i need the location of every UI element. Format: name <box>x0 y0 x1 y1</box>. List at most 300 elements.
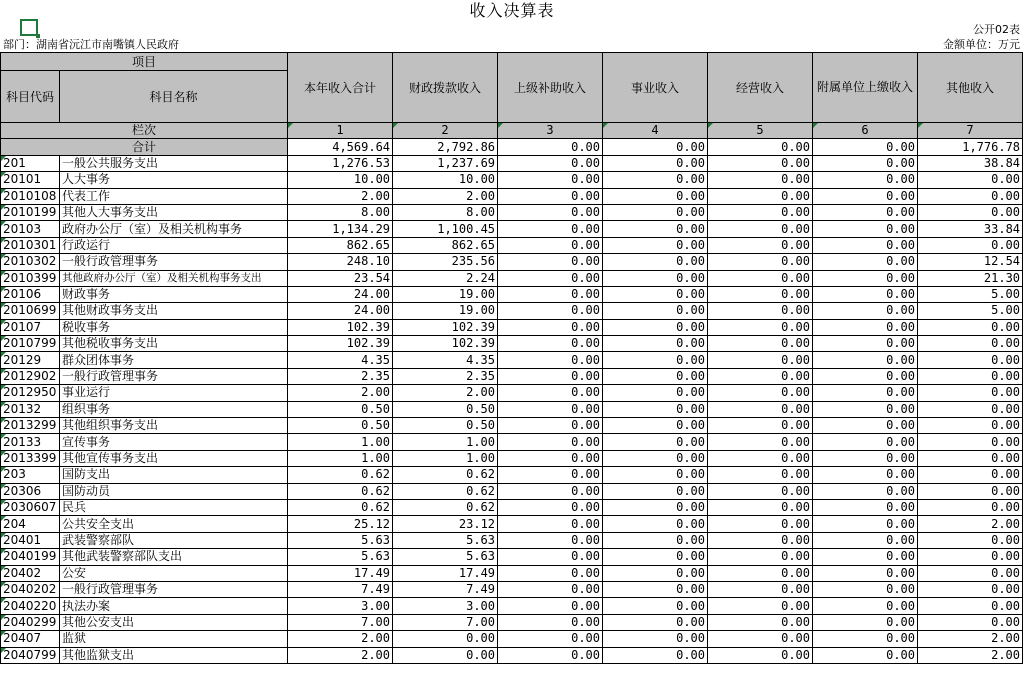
account-code-cell[interactable]: 203 <box>1 467 60 483</box>
amount-cell[interactable]: 7.00 <box>288 614 393 630</box>
account-name-cell[interactable]: 其他宣传事务支出 <box>60 450 288 466</box>
account-code-cell[interactable]: 2040299 <box>1 614 60 630</box>
amount-cell[interactable]: 0.00 <box>603 286 708 302</box>
amount-cell[interactable]: 0.00 <box>708 368 813 384</box>
amount-cell[interactable]: 0.62 <box>393 467 498 483</box>
active-cell-cursor[interactable] <box>20 19 38 36</box>
account-code-cell[interactable]: 20306 <box>1 483 60 499</box>
amount-cell[interactable]: 0.00 <box>603 647 708 663</box>
table-row <box>1 631 1023 647</box>
amount-cell[interactable]: 0.00 <box>918 368 1023 384</box>
amount-cell[interactable]: 0.00 <box>498 319 603 335</box>
account-name-cell[interactable]: 一般行政管理事务 <box>60 581 288 597</box>
amount-cell[interactable]: 0.00 <box>603 172 708 188</box>
account-code-cell[interactable]: 20407 <box>1 631 60 647</box>
amount-cell[interactable]: 0.00 <box>498 303 603 319</box>
amount-cell[interactable]: 0.00 <box>603 418 708 434</box>
amount-cell[interactable]: 0.00 <box>708 286 813 302</box>
amount-cell[interactable]: 0.00 <box>498 221 603 237</box>
amount-cell[interactable]: 0.00 <box>708 532 813 548</box>
amount-cell[interactable]: 0.00 <box>498 499 603 515</box>
account-name-cell[interactable]: 其他财政事务支出 <box>60 303 288 319</box>
account-code-cell[interactable]: 2012950 <box>1 385 60 401</box>
amount-cell[interactable]: 0.00 <box>498 598 603 614</box>
amount-cell[interactable]: 10.00 <box>288 172 393 188</box>
amount-cell[interactable]: 5.63 <box>393 532 498 548</box>
amount-cell[interactable]: 0.00 <box>813 598 918 614</box>
amount-cell[interactable]: 0.00 <box>813 385 918 401</box>
amount-cell[interactable]: 0.00 <box>498 647 603 663</box>
amount-cell[interactable]: 0.00 <box>918 565 1023 581</box>
amount-cell[interactable]: 1,237.69 <box>393 155 498 171</box>
amount-cell[interactable]: 0.00 <box>603 270 708 286</box>
amount-cell[interactable]: 0.50 <box>393 418 498 434</box>
amount-cell[interactable]: 0.00 <box>708 450 813 466</box>
amount-cell[interactable]: 0.00 <box>498 467 603 483</box>
amount-cell[interactable]: 0.00 <box>708 204 813 220</box>
header-col-2: 财政拨款收入 <box>393 53 498 123</box>
amount-cell[interactable]: 0.00 <box>498 450 603 466</box>
column-number: 2 <box>393 123 498 139</box>
table-row <box>1 581 1023 597</box>
amount-cell[interactable]: 0.00 <box>918 434 1023 450</box>
amount-cell[interactable]: 2.35 <box>288 368 393 384</box>
account-name-cell[interactable]: 税收事务 <box>60 319 288 335</box>
account-code-cell[interactable]: 2010199 <box>1 204 60 220</box>
amount-cell[interactable]: 7.49 <box>288 581 393 597</box>
account-code-cell[interactable]: 2012902 <box>1 368 60 384</box>
amount-cell[interactable]: 0.00 <box>498 155 603 171</box>
amount-cell[interactable]: 0.00 <box>498 368 603 384</box>
amount-cell[interactable]: 19.00 <box>393 286 498 302</box>
amount-cell[interactable]: 0.62 <box>393 483 498 499</box>
amount-cell[interactable]: 102.39 <box>393 319 498 335</box>
amount-cell[interactable]: 0.00 <box>813 319 918 335</box>
amount-cell[interactable]: 0.00 <box>603 549 708 565</box>
amount-cell[interactable]: 0.00 <box>813 418 918 434</box>
amount-cell[interactable]: 0.00 <box>918 319 1023 335</box>
account-code-cell[interactable]: 2040199 <box>1 549 60 565</box>
account-name-cell[interactable]: 事业运行 <box>60 385 288 401</box>
amount-cell[interactable]: 0.00 <box>603 368 708 384</box>
amount-cell[interactable]: 0.00 <box>498 418 603 434</box>
account-code-cell[interactable]: 2010108 <box>1 188 60 204</box>
amount-cell[interactable]: 0.00 <box>498 286 603 302</box>
account-name-cell[interactable]: 国防支出 <box>60 467 288 483</box>
amount-cell[interactable]: 5.63 <box>288 549 393 565</box>
amount-cell[interactable]: 3.00 <box>288 598 393 614</box>
header-col-3: 上级补助收入 <box>498 53 603 123</box>
account-name-cell[interactable]: 监狱 <box>60 631 288 647</box>
amount-cell[interactable]: 0.00 <box>603 565 708 581</box>
amount-cell[interactable]: 24.00 <box>288 286 393 302</box>
amount-cell[interactable]: 0.00 <box>708 598 813 614</box>
amount-cell[interactable]: 2.00 <box>918 647 1023 663</box>
account-name-cell[interactable]: 政府办公厅（室）及相关机构事务 <box>60 221 288 237</box>
amount-cell[interactable]: 1.00 <box>288 434 393 450</box>
amount-cell[interactable]: 0.00 <box>498 204 603 220</box>
account-code-cell[interactable]: 20101 <box>1 172 60 188</box>
account-code-cell[interactable]: 2013299 <box>1 418 60 434</box>
amount-cell[interactable]: 0.00 <box>813 499 918 515</box>
amount-cell[interactable]: 0.00 <box>813 516 918 532</box>
amount-cell[interactable]: 0.00 <box>918 401 1023 417</box>
amount-cell[interactable]: 0.00 <box>393 631 498 647</box>
amount-cell[interactable]: 0.00 <box>708 172 813 188</box>
amount-cell[interactable]: 7.49 <box>393 581 498 597</box>
amount-cell[interactable]: 5.63 <box>393 549 498 565</box>
amount-cell[interactable]: 0.00 <box>603 385 708 401</box>
total-value[interactable]: 4,569.64 <box>288 139 393 155</box>
account-name-cell[interactable]: 公共安全支出 <box>60 516 288 532</box>
account-code-cell[interactable]: 20107 <box>1 319 60 335</box>
amount-cell[interactable]: 0.62 <box>288 483 393 499</box>
account-code-cell[interactable]: 2010799 <box>1 336 60 352</box>
amount-cell[interactable]: 0.00 <box>708 467 813 483</box>
amount-cell[interactable]: 862.65 <box>288 237 393 253</box>
amount-cell[interactable]: 0.00 <box>813 450 918 466</box>
amount-cell[interactable]: 1.00 <box>393 450 498 466</box>
amount-cell[interactable]: 0.00 <box>603 254 708 270</box>
amount-cell[interactable]: 0.00 <box>813 483 918 499</box>
amount-cell[interactable]: 0.00 <box>813 204 918 220</box>
amount-cell[interactable]: 21.30 <box>918 270 1023 286</box>
account-code-cell[interactable]: 2040799 <box>1 647 60 663</box>
account-name-cell[interactable]: 其他公安支出 <box>60 614 288 630</box>
amount-cell[interactable]: 0.00 <box>918 614 1023 630</box>
amount-cell[interactable]: 102.39 <box>288 336 393 352</box>
amount-cell[interactable]: 0.00 <box>813 467 918 483</box>
amount-cell[interactable]: 235.56 <box>393 254 498 270</box>
amount-cell[interactable]: 0.00 <box>603 155 708 171</box>
amount-cell[interactable]: 1.00 <box>288 450 393 466</box>
amount-cell[interactable]: 0.00 <box>603 532 708 548</box>
revenue-table <box>0 52 1023 664</box>
amount-cell[interactable]: 0.00 <box>813 237 918 253</box>
amount-cell[interactable]: 0.00 <box>498 483 603 499</box>
amount-cell[interactable]: 0.00 <box>603 516 708 532</box>
column-number: 1 <box>288 123 393 139</box>
amount-cell[interactable]: 0.00 <box>813 614 918 630</box>
amount-cell[interactable]: 0.00 <box>708 549 813 565</box>
amount-cell[interactable]: 0.00 <box>708 188 813 204</box>
amount-cell[interactable]: 102.39 <box>288 319 393 335</box>
amount-cell[interactable]: 0.00 <box>603 434 708 450</box>
amount-cell[interactable]: 19.00 <box>393 303 498 319</box>
amount-cell[interactable]: 0.00 <box>498 270 603 286</box>
account-name-cell[interactable]: 一般公共服务支出 <box>60 155 288 171</box>
amount-cell[interactable]: 0.00 <box>708 336 813 352</box>
amount-cell[interactable]: 2.00 <box>918 631 1023 647</box>
amount-cell[interactable]: 0.00 <box>813 155 918 171</box>
amount-cell[interactable]: 2.00 <box>288 188 393 204</box>
column-number: 7 <box>918 123 1023 139</box>
table-row <box>1 204 1023 220</box>
amount-cell[interactable]: 0.00 <box>813 549 918 565</box>
account-code-cell[interactable]: 2040202 <box>1 581 60 597</box>
amount-cell[interactable]: 0.00 <box>603 221 708 237</box>
amount-cell[interactable]: 0.62 <box>288 499 393 515</box>
amount-cell[interactable]: 8.00 <box>288 204 393 220</box>
account-name-cell[interactable]: 代表工作 <box>60 188 288 204</box>
account-code-cell[interactable]: 2010301 <box>1 237 60 253</box>
amount-cell[interactable]: 0.00 <box>498 581 603 597</box>
total-value[interactable]: 1,776.78 <box>918 139 1023 155</box>
amount-cell[interactable]: 0.00 <box>918 418 1023 434</box>
amount-cell[interactable]: 0.00 <box>603 581 708 597</box>
amount-cell[interactable]: 23.12 <box>393 516 498 532</box>
amount-cell[interactable]: 0.00 <box>918 336 1023 352</box>
amount-cell[interactable]: 0.00 <box>708 401 813 417</box>
amount-cell[interactable]: 0.00 <box>708 581 813 597</box>
amount-cell[interactable]: 0.62 <box>288 467 393 483</box>
amount-cell[interactable]: 0.00 <box>813 401 918 417</box>
amount-cell[interactable]: 0.00 <box>603 483 708 499</box>
amount-cell[interactable]: 4.35 <box>393 352 498 368</box>
amount-cell[interactable]: 0.00 <box>813 303 918 319</box>
amount-cell[interactable]: 0.00 <box>708 516 813 532</box>
amount-cell[interactable]: 0.00 <box>813 221 918 237</box>
account-name-cell[interactable]: 组织事务 <box>60 401 288 417</box>
amount-cell[interactable]: 5.00 <box>918 303 1023 319</box>
amount-cell[interactable]: 0.00 <box>708 254 813 270</box>
account-code-cell[interactable]: 20129 <box>1 352 60 368</box>
total-value[interactable]: 2,792.86 <box>393 139 498 155</box>
amount-cell[interactable]: 0.00 <box>918 352 1023 368</box>
amount-cell[interactable]: 0.00 <box>918 237 1023 253</box>
amount-cell[interactable]: 0.00 <box>603 352 708 368</box>
total-value[interactable]: 0.00 <box>603 139 708 155</box>
amount-cell[interactable]: 4.35 <box>288 352 393 368</box>
account-name-cell[interactable]: 国防动员 <box>60 483 288 499</box>
amount-cell[interactable]: 0.00 <box>813 352 918 368</box>
unit-label: 金额单位：万元 <box>943 38 1020 51</box>
amount-cell[interactable]: 0.00 <box>813 581 918 597</box>
account-name-cell[interactable]: 宣传事务 <box>60 434 288 450</box>
table-row <box>1 499 1023 515</box>
amount-cell[interactable]: 0.00 <box>813 647 918 663</box>
account-code-cell[interactable]: 2010302 <box>1 254 60 270</box>
account-name-cell[interactable]: 人大事务 <box>60 172 288 188</box>
amount-cell[interactable]: 17.49 <box>288 565 393 581</box>
total-value[interactable]: 0.00 <box>813 139 918 155</box>
amount-cell[interactable]: 0.00 <box>813 368 918 384</box>
amount-cell[interactable]: 5.63 <box>288 532 393 548</box>
amount-cell[interactable]: 2.24 <box>393 270 498 286</box>
amount-cell[interactable]: 25.12 <box>288 516 393 532</box>
amount-cell[interactable]: 17.49 <box>393 565 498 581</box>
account-name-cell[interactable]: 群众团体事务 <box>60 352 288 368</box>
amount-cell[interactable]: 0.00 <box>918 581 1023 597</box>
amount-cell[interactable]: 1,100.45 <box>393 221 498 237</box>
amount-cell[interactable]: 1.00 <box>393 434 498 450</box>
amount-cell[interactable]: 0.00 <box>498 532 603 548</box>
amount-cell[interactable]: 10.00 <box>393 172 498 188</box>
amount-cell[interactable]: 0.50 <box>288 418 393 434</box>
amount-cell[interactable]: 0.00 <box>498 434 603 450</box>
account-name-cell[interactable]: 其他武装警察部队支出 <box>60 549 288 565</box>
amount-cell[interactable]: 0.00 <box>708 385 813 401</box>
amount-cell[interactable]: 0.00 <box>918 188 1023 204</box>
amount-cell[interactable]: 102.39 <box>393 336 498 352</box>
amount-cell[interactable]: 0.00 <box>393 647 498 663</box>
account-code-cell[interactable]: 204 <box>1 516 60 532</box>
amount-cell[interactable]: 0.00 <box>918 450 1023 466</box>
account-code-cell[interactable]: 2013399 <box>1 450 60 466</box>
amount-cell[interactable]: 0.00 <box>603 614 708 630</box>
amount-cell[interactable]: 0.00 <box>918 204 1023 220</box>
amount-cell[interactable]: 2.00 <box>918 516 1023 532</box>
amount-cell[interactable]: 0.00 <box>708 631 813 647</box>
account-code-cell[interactable]: 20106 <box>1 286 60 302</box>
amount-cell[interactable]: 0.00 <box>813 434 918 450</box>
amount-cell[interactable]: 33.84 <box>918 221 1023 237</box>
amount-cell[interactable]: 1,276.53 <box>288 155 393 171</box>
amount-cell[interactable]: 0.00 <box>603 401 708 417</box>
amount-cell[interactable]: 0.00 <box>708 221 813 237</box>
account-name-cell[interactable]: 其他人大事务支出 <box>60 204 288 220</box>
amount-cell[interactable]: 0.00 <box>813 254 918 270</box>
amount-cell[interactable]: 0.00 <box>603 450 708 466</box>
amount-cell[interactable]: 0.00 <box>498 352 603 368</box>
amount-cell[interactable]: 0.00 <box>498 565 603 581</box>
amount-cell[interactable]: 0.00 <box>603 499 708 515</box>
amount-cell[interactable]: 12.54 <box>918 254 1023 270</box>
amount-cell[interactable]: 23.54 <box>288 270 393 286</box>
amount-cell[interactable]: 0.00 <box>813 286 918 302</box>
amount-cell[interactable]: 0.00 <box>603 631 708 647</box>
account-name-cell[interactable]: 其他组织事务支出 <box>60 418 288 434</box>
account-code-cell[interactable]: 20401 <box>1 532 60 548</box>
account-code-cell[interactable]: 20103 <box>1 221 60 237</box>
amount-cell[interactable]: 0.00 <box>918 172 1023 188</box>
amount-cell[interactable]: 0.00 <box>918 598 1023 614</box>
account-code-cell[interactable]: 2010699 <box>1 303 60 319</box>
account-name-cell[interactable]: 行政运行 <box>60 237 288 253</box>
account-code-cell[interactable]: 2010399 <box>1 270 60 286</box>
amount-cell[interactable]: 0.00 <box>708 352 813 368</box>
amount-cell[interactable]: 0.00 <box>498 336 603 352</box>
amount-cell[interactable]: 38.84 <box>918 155 1023 171</box>
amount-cell[interactable]: 0.00 <box>603 303 708 319</box>
amount-cell[interactable]: 0.00 <box>603 204 708 220</box>
account-code-cell[interactable]: 20132 <box>1 401 60 417</box>
amount-cell[interactable]: 248.10 <box>288 254 393 270</box>
amount-cell[interactable]: 0.00 <box>708 303 813 319</box>
amount-cell[interactable]: 0.00 <box>813 188 918 204</box>
amount-cell[interactable]: 0.00 <box>498 188 603 204</box>
amount-cell[interactable]: 0.50 <box>288 401 393 417</box>
amount-cell[interactable]: 0.50 <box>393 401 498 417</box>
amount-cell[interactable]: 0.00 <box>708 614 813 630</box>
amount-cell[interactable]: 0.00 <box>918 499 1023 515</box>
account-code-cell[interactable]: 20133 <box>1 434 60 450</box>
amount-cell[interactable]: 0.00 <box>813 172 918 188</box>
amount-cell[interactable]: 0.00 <box>603 188 708 204</box>
total-value[interactable]: 0.00 <box>498 139 603 155</box>
amount-cell[interactable]: 0.00 <box>708 319 813 335</box>
amount-cell[interactable]: 0.00 <box>708 270 813 286</box>
amount-cell[interactable]: 0.00 <box>813 270 918 286</box>
amount-cell[interactable]: 8.00 <box>393 204 498 220</box>
amount-cell[interactable]: 0.00 <box>498 172 603 188</box>
amount-cell[interactable]: 0.00 <box>813 631 918 647</box>
amount-cell[interactable]: 2.00 <box>288 385 393 401</box>
amount-cell[interactable]: 0.00 <box>603 467 708 483</box>
amount-cell[interactable]: 2.00 <box>393 385 498 401</box>
amount-cell[interactable]: 0.00 <box>498 401 603 417</box>
amount-cell[interactable]: 1,134.29 <box>288 221 393 237</box>
amount-cell[interactable]: 3.00 <box>393 598 498 614</box>
amount-cell[interactable]: 0.00 <box>813 336 918 352</box>
account-code-cell[interactable]: 201 <box>1 155 60 171</box>
amount-cell[interactable]: 0.00 <box>708 565 813 581</box>
amount-cell[interactable]: 0.00 <box>498 516 603 532</box>
amount-cell[interactable]: 0.00 <box>708 418 813 434</box>
account-name-cell[interactable]: 执法办案 <box>60 598 288 614</box>
amount-cell[interactable]: 7.00 <box>393 614 498 630</box>
table-row <box>1 385 1023 401</box>
amount-cell[interactable]: 0.00 <box>708 434 813 450</box>
account-name-cell[interactable]: 公安 <box>60 565 288 581</box>
header-col-4: 事业收入 <box>603 53 708 123</box>
amount-cell[interactable]: 0.00 <box>498 631 603 647</box>
account-code-cell[interactable]: 2040220 <box>1 598 60 614</box>
account-name-cell[interactable]: 其他政府办公厅（室）及相关机构事务支出 <box>60 270 288 286</box>
amount-cell[interactable]: 2.00 <box>288 647 393 663</box>
amount-cell[interactable]: 0.00 <box>708 155 813 171</box>
account-name-cell[interactable]: 财政事务 <box>60 286 288 302</box>
account-name-cell[interactable]: 一般行政管理事务 <box>60 368 288 384</box>
amount-cell[interactable]: 0.00 <box>813 532 918 548</box>
amount-cell[interactable]: 5.00 <box>918 286 1023 302</box>
amount-cell[interactable]: 0.00 <box>708 647 813 663</box>
account-code-cell[interactable]: 2030607 <box>1 499 60 515</box>
amount-cell[interactable]: 0.00 <box>603 598 708 614</box>
amount-cell[interactable]: 2.35 <box>393 368 498 384</box>
amount-cell[interactable]: 0.00 <box>708 237 813 253</box>
amount-cell[interactable]: 862.65 <box>393 237 498 253</box>
account-name-cell[interactable]: 一般行政管理事务 <box>60 254 288 270</box>
amount-cell[interactable]: 0.00 <box>603 237 708 253</box>
amount-cell[interactable]: 0.00 <box>603 336 708 352</box>
amount-cell[interactable]: 2.00 <box>393 188 498 204</box>
amount-cell[interactable]: 0.00 <box>498 614 603 630</box>
amount-cell[interactable]: 0.00 <box>708 499 813 515</box>
amount-cell[interactable]: 24.00 <box>288 303 393 319</box>
amount-cell[interactable]: 0.00 <box>603 319 708 335</box>
account-code-cell[interactable]: 20402 <box>1 565 60 581</box>
amount-cell[interactable]: 0.62 <box>393 499 498 515</box>
amount-cell[interactable]: 0.00 <box>498 385 603 401</box>
amount-cell[interactable]: 0.00 <box>498 237 603 253</box>
amount-cell[interactable]: 0.00 <box>708 483 813 499</box>
amount-cell[interactable]: 0.00 <box>498 549 603 565</box>
amount-cell[interactable]: 0.00 <box>813 565 918 581</box>
total-value[interactable]: 0.00 <box>708 139 813 155</box>
amount-cell[interactable]: 0.00 <box>918 549 1023 565</box>
account-name-cell[interactable]: 民兵 <box>60 499 288 515</box>
amount-cell[interactable]: 0.00 <box>918 532 1023 548</box>
account-name-cell[interactable]: 武装警察部队 <box>60 532 288 548</box>
amount-cell[interactable]: 0.00 <box>918 467 1023 483</box>
amount-cell[interactable]: 0.00 <box>918 483 1023 499</box>
account-name-cell[interactable]: 其他监狱支出 <box>60 647 288 663</box>
amount-cell[interactable]: 0.00 <box>498 254 603 270</box>
amount-cell[interactable]: 2.00 <box>288 631 393 647</box>
amount-cell[interactable]: 0.00 <box>918 385 1023 401</box>
account-name-cell[interactable]: 其他税收事务支出 <box>60 336 288 352</box>
